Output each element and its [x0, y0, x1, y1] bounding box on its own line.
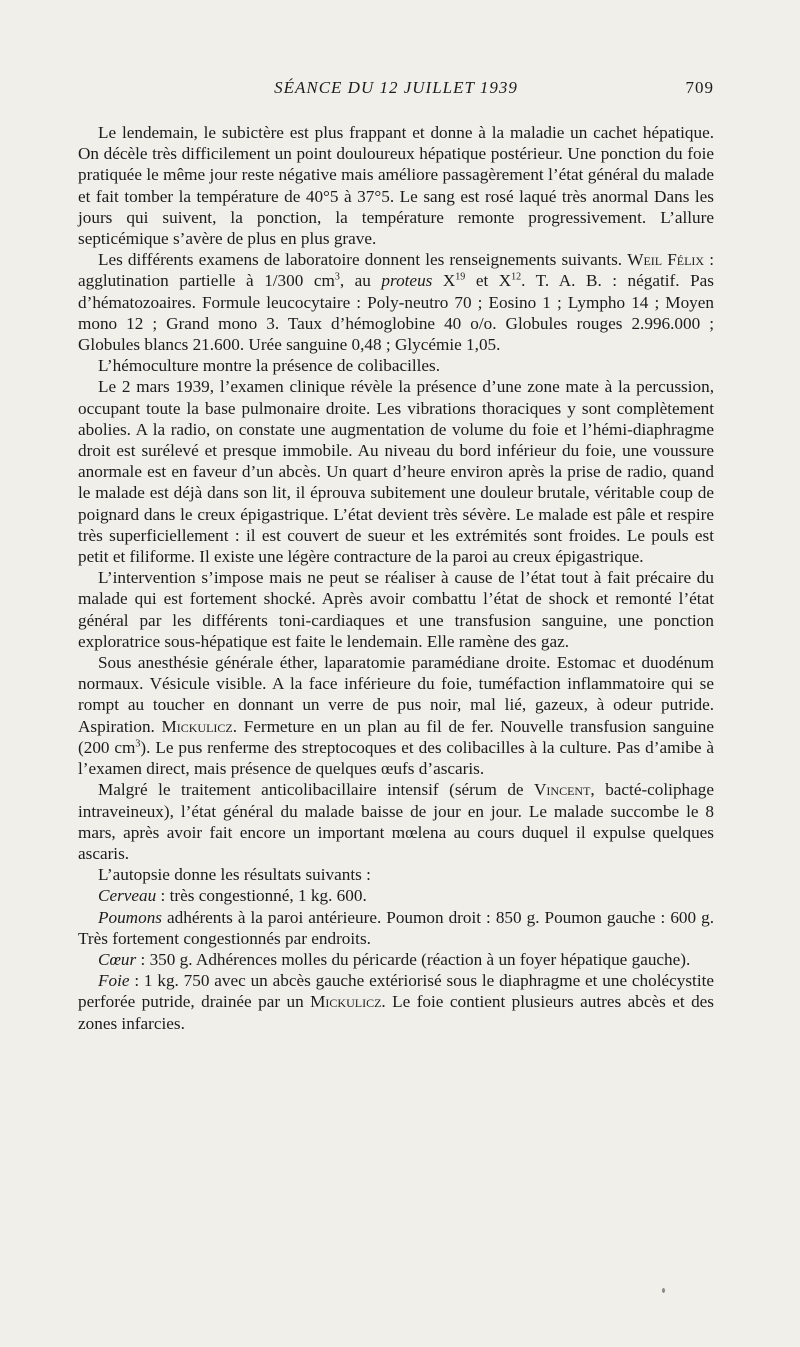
text-run: . T. A. B. : négatif. Pas d’hématozoaires. Formule leucocytaire : Poly-neutro 70 ; Eosino 1 ; Lympho 14 ; Moyen mono 12 ; Grand mono 3. Taux d’hémoglobine 40 o/o. Globules rouges 2.996.000 ; Globules blancs 21.600. Urée sanguine 0,48 ; Glycémie 1,05.	[78, 271, 714, 355]
text-run: Les différents examens de laboratoire donnent les renseignements suivants.	[98, 250, 628, 270]
paragraph: L’autopsie donne les résultats suivants :	[98, 865, 371, 885]
text-run: , bacté-coliphage intraveineux), l’état général du malade baisse de jour en jour. Le malade succombe le 8 mars, après avoir fait encore un important mœlena au cours duquel il expulse quelques ascaris.	[78, 780, 714, 863]
author-name: Weil Félix	[627, 250, 705, 270]
paragraph: L’hémoculture montre la présence de colibacilles.	[98, 356, 441, 376]
text-run: X	[432, 271, 456, 291]
text-run: et X	[465, 271, 512, 291]
page-number: 709	[685, 78, 714, 97]
text-run: Malgré le traitement anticolibacillaire intensif (sérum de	[98, 780, 535, 800]
text-run: Sous anesthésie générale éther, laparatomie paramédiane droite. Estomac et duodénum normaux. Vésicule visible. A la face inférieure du foie, tuméfaction inflammatoire qui se rompt au toucher en donnant un verre de pus noir, mal lié, gazeux, à odeur putride. Aspiration.	[78, 653, 714, 736]
text-run: , au	[339, 271, 382, 291]
text-run: : très congestionné, 1 kg. 600.	[156, 886, 367, 906]
author-name: Vincent	[534, 780, 591, 800]
italic-term: Poumons	[98, 907, 162, 927]
italic-term: proteus	[381, 271, 433, 291]
superscript: 3	[135, 738, 141, 750]
paragraph	[78, 885, 714, 906]
paper-speck	[662, 1288, 665, 1293]
superscript: 12	[511, 271, 522, 283]
text-run: ). Le pus renferme des streptocoques et des colibacilles à la culture. Pas d’amibe à l’examen direct, mais présence de quelques œufs d’ascaris.	[78, 737, 714, 779]
running-head: SÉANCE DU 12 JUILLET 1939	[274, 78, 518, 97]
text-run: : agglutination partielle à 1/300 cm	[78, 250, 715, 291]
paragraph: Le lendemain, le subictère est plus frappant et donne à la maladie un cachet hépatique. On décèle très difficilement un point douloureux hépatique postérieur. Une ponction du foie pratiquée le même jour reste négative mais améliore passagèrement l’état général du malade et fait tomber la température de 40°5 à 37°5. Le sang est rosé laqué très anormal Dans les jours qui suivent, la ponction, la température remonte progressivement. L’allure septicémique s’avère de plus en plus grave.	[78, 123, 714, 249]
superscript: 19	[455, 271, 466, 283]
italic-term: Cœur	[98, 949, 137, 969]
text-run: . Le foie contient plusieurs autres abcès et des zones infarcies.	[78, 992, 714, 1033]
author-name: Mickulicz	[310, 992, 382, 1012]
paragraph	[78, 949, 714, 970]
text-run: : 1 kg. 750 avec un abcès gauche extériorisé sous le diaphragme et une cholécystite perforée putride, drainée par un	[78, 971, 714, 1012]
paragraph	[78, 907, 714, 949]
text-run: adhérents à la paroi antérieure. Poumon droit : 850 g. Poumon gauche : 600 g. Très fortement congestionnés par endroits.	[78, 907, 714, 948]
paragraph	[78, 249, 714, 355]
superscript: 3	[334, 271, 340, 283]
paragraph	[78, 970, 714, 1034]
italic-term: Foie	[98, 971, 130, 991]
author-name: Mickulicz	[161, 716, 233, 736]
paragraph: Le 2 mars 1939, l’examen clinique révèle la présence d’une zone mate à la percussion, occupant toute la base pulmonaire droite. Les vibrations thoraciques y sont complètement abolies. A la radio, on constate une augmentation de volume du foie et l’hémi-diaphragme droit est surélevé et presque immobile. Au niveau du bord inférieur du foie, une voussure anormale est en faveur d’un abcès. Un quart d’heure environ après la prise de radio, quand le malade est déjà dans son lit, il éprouva subitement une douleur brutale, véritable coup de poignard dans le creux épigastrique. L’état devient très sévère. Le malade est pâle et respire très superficiellement : il est couvert de sueur et les extrémités sont froides. Le pouls est petit et filiforme. Il existe une légère contracture de la paroi au creux épigastrique.	[78, 377, 714, 567]
body-text	[78, 122, 714, 1034]
page-header	[78, 78, 714, 102]
text-run: . Fermeture en un plan au fil de fer. Nouvelle transfusion sanguine (200 cm	[78, 716, 714, 757]
italic-term: Cerveau	[98, 886, 157, 906]
paragraph	[78, 652, 714, 779]
text-run: : 350 g. Adhérences molles du péricarde (réaction à un foyer hépatique gauche).	[136, 949, 691, 969]
paragraph	[78, 779, 714, 864]
paragraph: L’intervention s’impose mais ne peut se réaliser à cause de l’état tout à fait précaire du malade qui est fortement shocké. Après avoir combattu l’état de shock et remonté l’état général par les différents toni-cardiaques et une transfusion sanguine, une ponction exploratrice sous-hépatique est faite le lendemain. Elle ramène des gaz.	[78, 568, 714, 651]
